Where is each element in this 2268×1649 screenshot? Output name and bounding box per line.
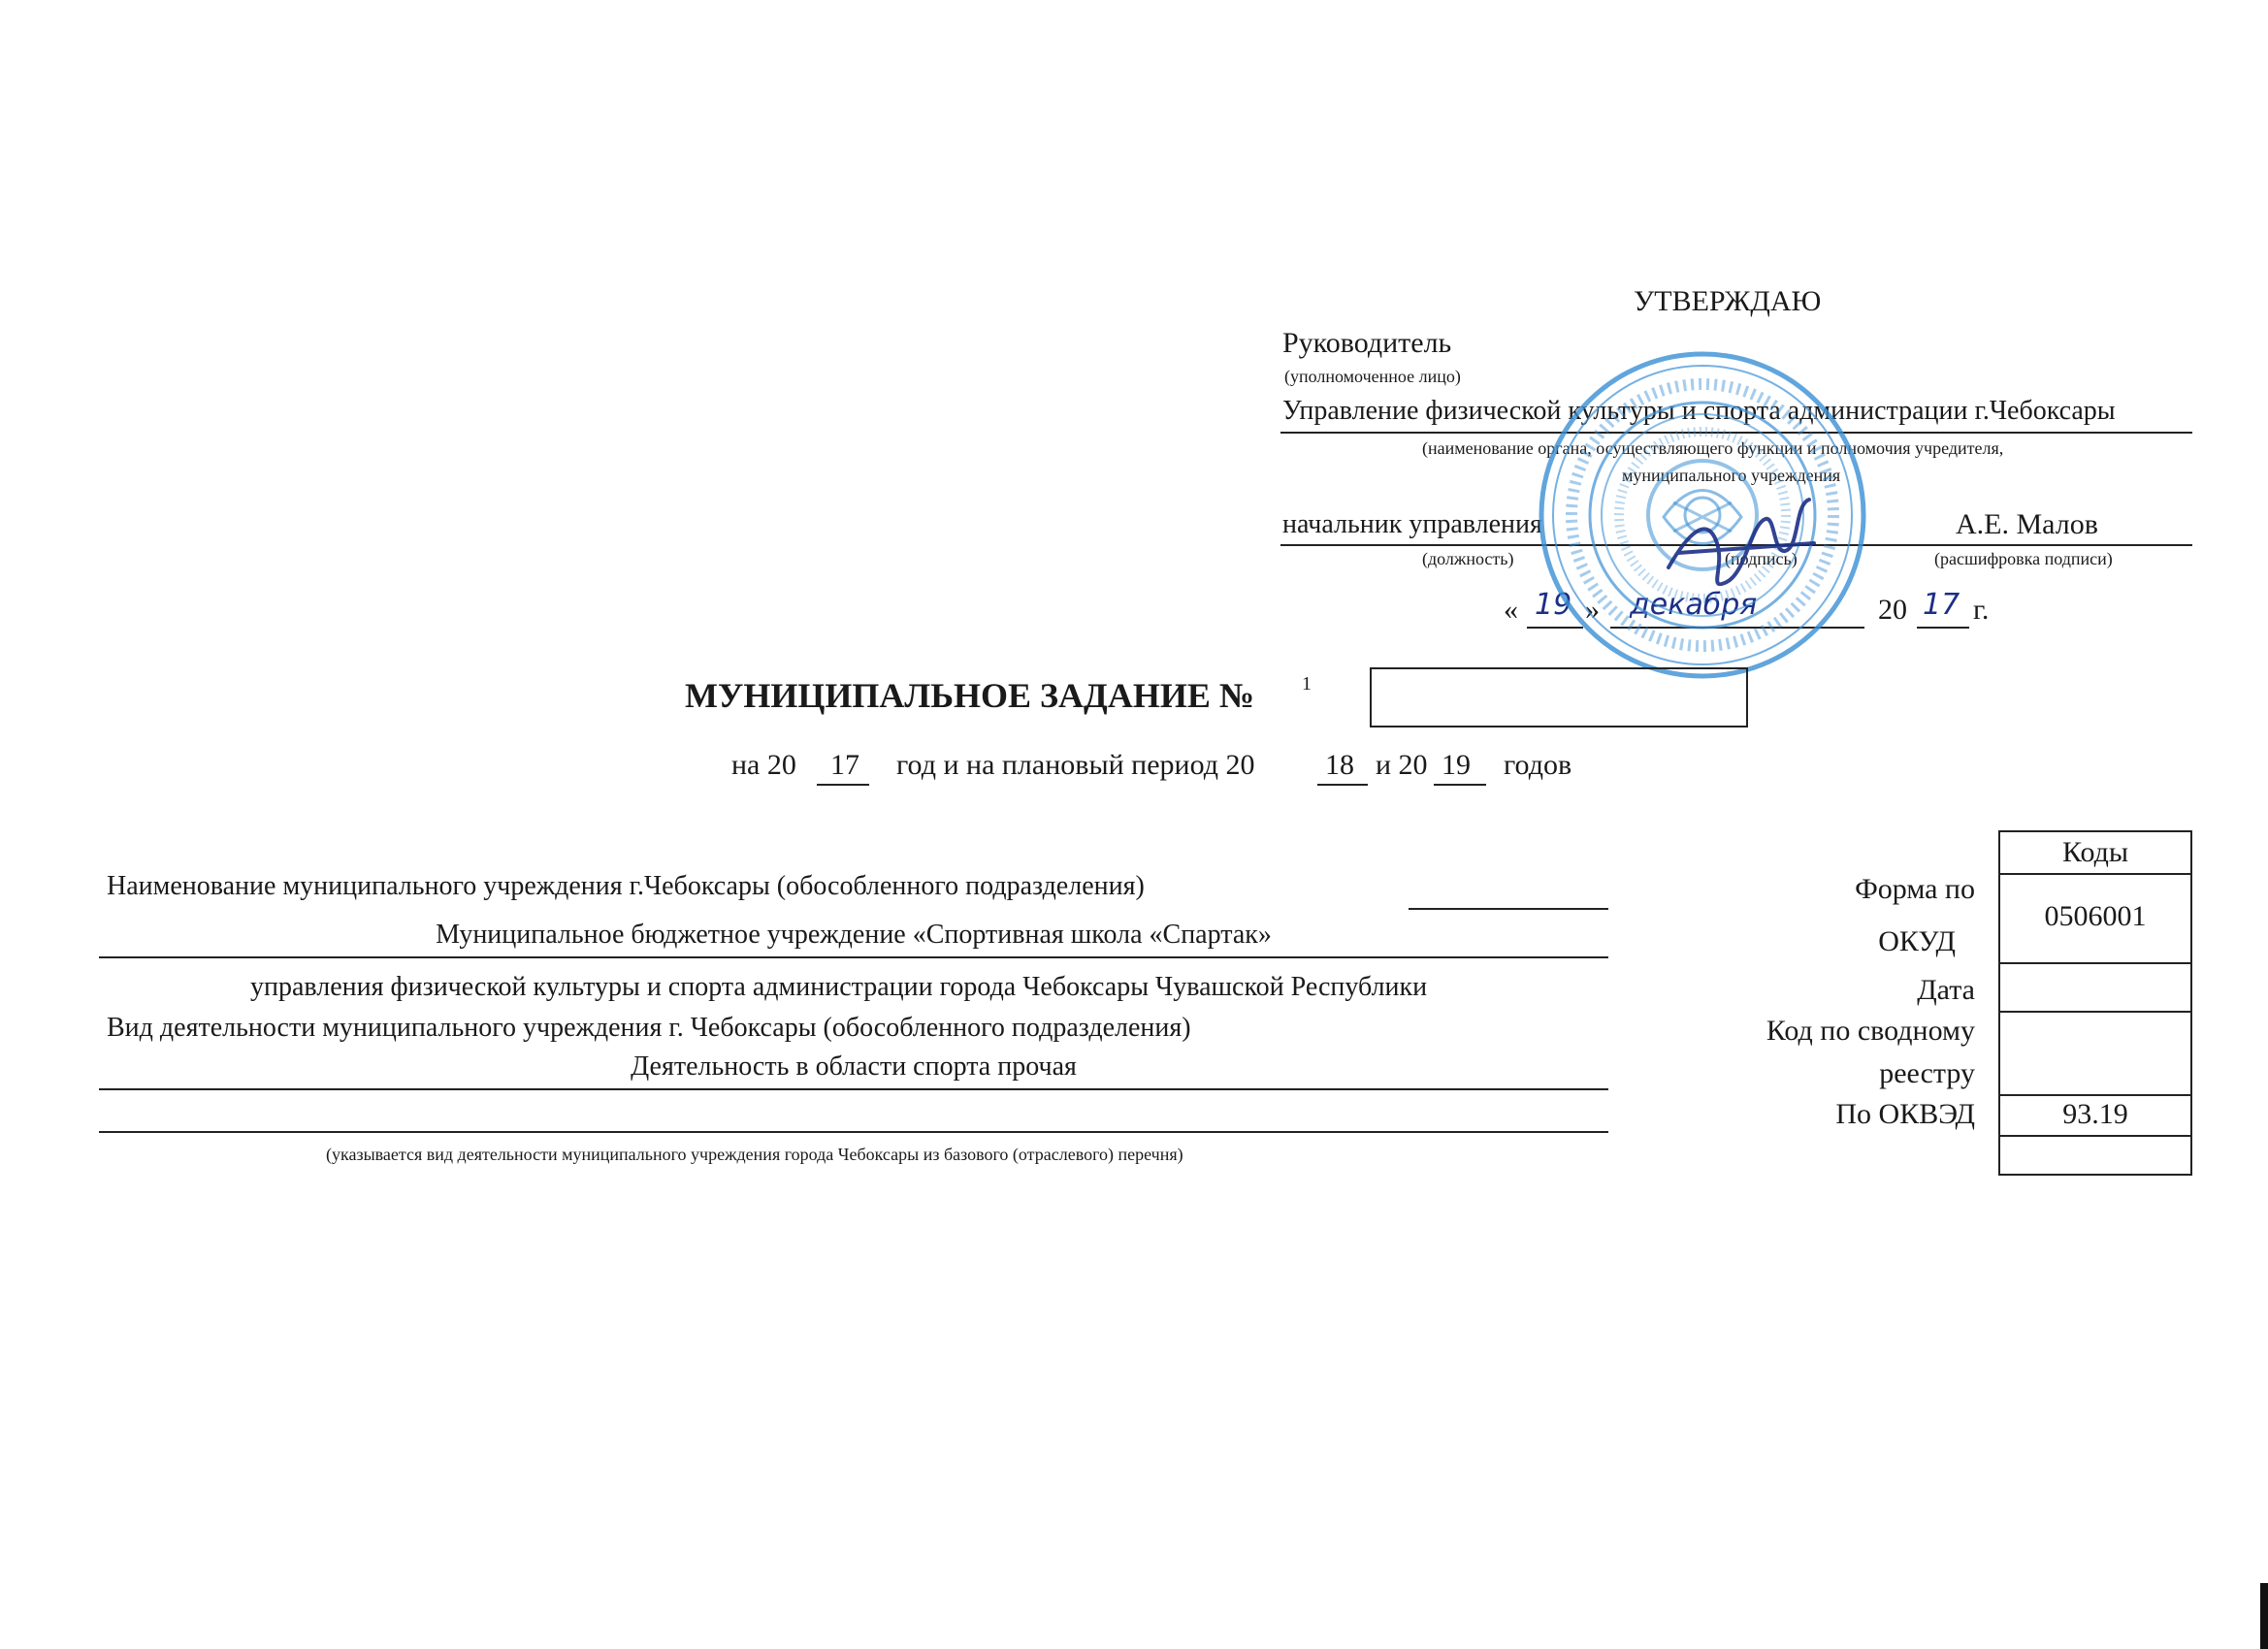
document-title: МУНИЦИПАЛЬНОЕ ЗАДАНИЕ № (685, 676, 1255, 715)
date-year: 17 (1923, 588, 1960, 622)
approval-role: Руководитель (1282, 327, 1452, 359)
institution-name-cont: управления физической культуры и спорта администрации города Чебоксары Чувашской Республики (250, 972, 1428, 1002)
codes-row-divider (2000, 962, 2190, 964)
period-and: и 20 (1376, 749, 1428, 781)
okud-label-2: ОКУД (1878, 925, 1956, 957)
period-year2: 18 (1325, 749, 1354, 781)
period-middle: год и на плановый период 20 (896, 749, 1255, 781)
decode-note: (расшифровка подписи) (1934, 549, 2113, 568)
period-year1-underline (817, 784, 869, 786)
scan-edge-mark (2260, 1583, 2268, 1649)
institution-name-value: Муниципальное бюджетное учреждение «Спортивная школа «Спартак» (436, 920, 1272, 950)
okved-value[interactable]: 93.19 (2062, 1098, 2128, 1130)
codes-row-divider (2000, 1094, 2190, 1096)
activity-note: (указывается вид деятельности муниципального учреждения города Чебоксары из базового (отраслевого) перечня) (326, 1145, 1183, 1164)
title-footnote: 1 (1302, 673, 1312, 695)
institution-name-label: Наименование муниципального учреждения г.Чебоксары (обособленного подразделения) (107, 871, 1145, 901)
date-open-quote: « (1504, 594, 1518, 626)
date-year-underline (1917, 627, 1969, 629)
date-month: декабря (1630, 588, 1758, 622)
okud-label-1: Форма по (1855, 873, 1975, 905)
registry-label-1: Код по сводному (1766, 1015, 1975, 1047)
name-label-underline (1409, 908, 1608, 910)
date-close-quote: » (1585, 594, 1600, 626)
date-year-suffix: г. (1973, 594, 1990, 626)
date-code-label: Дата (1917, 974, 1975, 1006)
period-year2-underline (1317, 784, 1368, 786)
institution-underline (99, 956, 1608, 958)
activity-label: Вид деятельности муниципального учреждения г. Чебоксары (обособленного подразделения) (107, 1013, 1191, 1043)
approval-organ: Управление физической культуры и спорта администрации г.Чебоксары (1282, 396, 2116, 426)
approval-role-note: (уполномоченное лицо) (1284, 367, 1461, 386)
activity-underline-2 (99, 1131, 1608, 1133)
registry-label-2: реестру (1879, 1057, 1975, 1089)
period-suffix: годов (1504, 749, 1572, 781)
codes-row-divider (2000, 1011, 2190, 1013)
organ-note-2: муниципального учреждения (1622, 466, 1841, 485)
okud-value[interactable]: 0506001 (2044, 900, 2147, 932)
task-number-box[interactable] (1370, 667, 1748, 728)
codes-row-divider (2000, 1135, 2190, 1137)
period-year1: 17 (830, 749, 859, 781)
activity-value: Деятельность в области спорта прочая (631, 1051, 1077, 1082)
period-year3-underline (1434, 784, 1486, 786)
period-prefix: на 20 (731, 749, 796, 781)
codes-header: Коды (2061, 836, 2129, 868)
handwritten-signature (1649, 475, 1833, 621)
okved-label: По ОКВЭД (1835, 1098, 1975, 1130)
period-year3: 19 (1442, 749, 1471, 781)
codes-row-divider (2000, 873, 2190, 875)
approval-position: начальник управления (1282, 509, 1542, 539)
position-note: (должность) (1422, 549, 1514, 568)
codes-table (1998, 830, 2192, 1176)
signature-note: (подпись) (1725, 549, 1798, 568)
organ-note-1: (наименование органа, осуществляющего функции и полномочия учредителя, (1422, 438, 2004, 458)
approval-signer: А.Е. Малов (1956, 508, 2098, 540)
approval-heading: УТВЕРЖДАЮ (1634, 285, 1822, 317)
activity-underline (99, 1088, 1608, 1090)
date-year-prefix: 20 (1878, 594, 1907, 626)
date-day: 19 (1535, 588, 1572, 622)
